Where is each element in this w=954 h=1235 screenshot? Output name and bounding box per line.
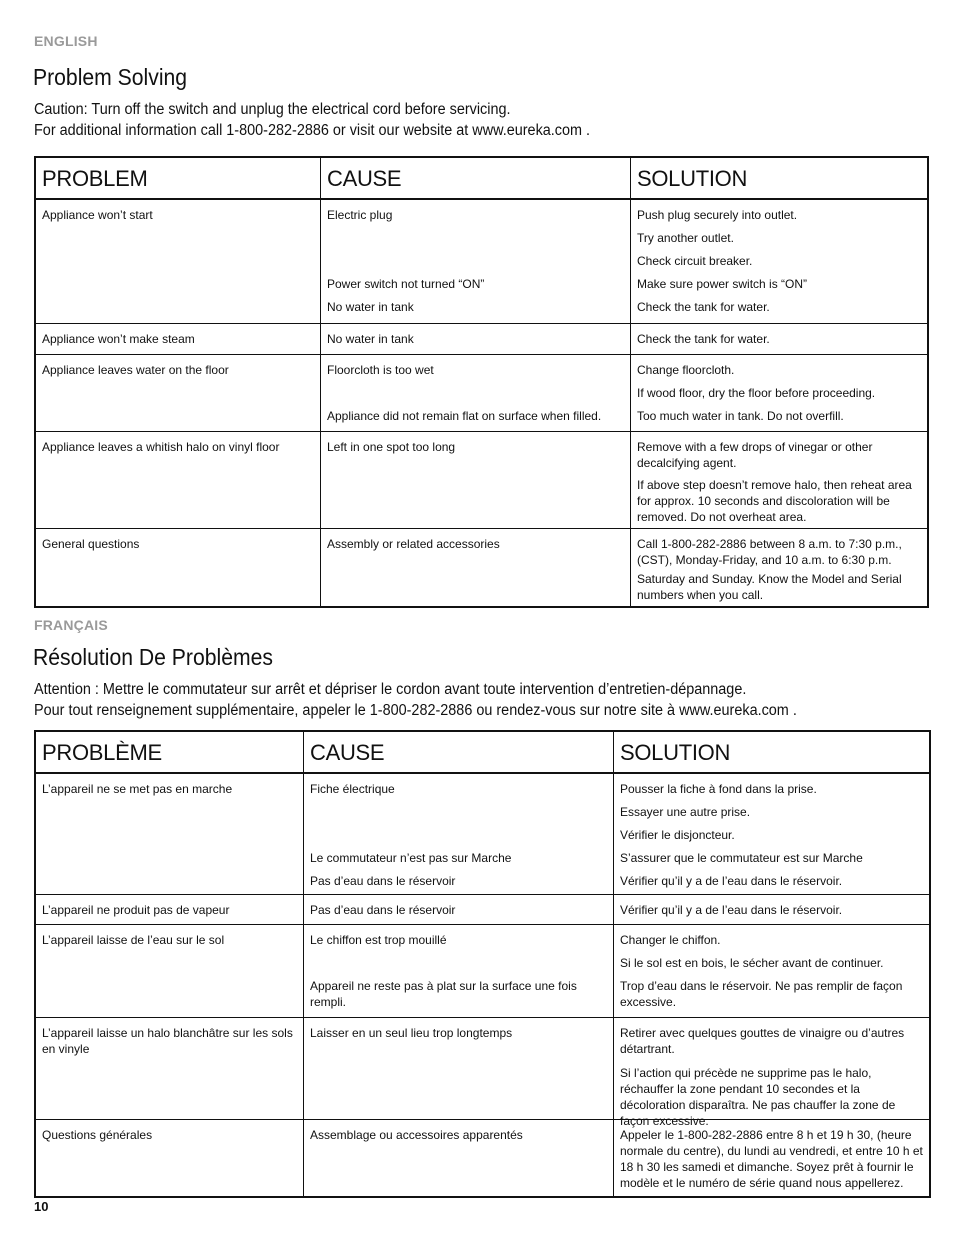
solution-text: Vérifier le disjoncteur. — [620, 828, 735, 842]
solution-cell — [630, 432, 927, 528]
page-title-french: Résolution De Problèmes — [33, 644, 273, 670]
table-row — [36, 924, 929, 1017]
solution-text: Make sure power switch is “ON” — [637, 277, 808, 291]
solution-text: S’assurer que le commutateur est sur Marche — [620, 851, 863, 865]
cause-text: Pas d’eau dans le réservoir — [310, 903, 456, 917]
cause-cell — [303, 774, 613, 894]
caution-text-french: Attention : Mettre le commutateur sur arrêt et dépriser le cordon avant toute intervention d’entretien-dépannage. — [34, 681, 747, 698]
table-row — [36, 200, 927, 323]
info-text: For additional information call 1-800-282-2886 or visit our website at www.eureka.com . — [34, 122, 591, 139]
header-solution: SOLUTION — [630, 158, 927, 198]
solution-cell — [613, 895, 929, 924]
solution-text: Try another outlet. — [637, 231, 734, 245]
cause-text: Le chiffon est trop mouillé — [310, 933, 447, 947]
cause-text: Laisser en un seul lieu trop longtemps — [310, 1026, 513, 1040]
cause-text: Assembly or related accessories — [327, 537, 500, 551]
solution-text: Si le sol est en bois, le sécher avant de continuer. — [620, 956, 884, 970]
solution-text: Check the tank for water. — [637, 332, 770, 346]
solution-text: Check the tank for water. — [637, 300, 770, 314]
solution-text: If above step doesn’t remove halo, then reheat area for approx. 10 seconds and discoloration will be removed. Do not overheat area. — [637, 478, 912, 524]
solution-text: Trop d’eau dans le réservoir. Ne pas remplir de façon excessive. — [620, 979, 903, 1009]
solution-cell — [630, 529, 927, 606]
cause-cell — [303, 1120, 613, 1196]
problem-cell — [36, 529, 320, 606]
solution-text: Change floorcloth. — [637, 363, 735, 377]
solution-text: Check circuit breaker. — [637, 254, 753, 268]
problem-cell — [36, 432, 320, 528]
header-problem: PROBLEM — [42, 166, 148, 191]
solution-text: Remove with a few drops of vinegar or other decalcifying agent. — [637, 440, 873, 470]
table-row — [36, 354, 927, 431]
cause-text: No water in tank — [327, 300, 414, 314]
table-row — [36, 528, 927, 606]
cause-cell — [320, 355, 630, 431]
problem-text: Appliance won’t start — [42, 208, 153, 222]
cause-text: Electric plug — [327, 208, 393, 222]
cause-text: Le commutateur n’est pas sur Marche — [310, 851, 512, 865]
solution-cell — [613, 925, 929, 1017]
cause-cell — [303, 1018, 613, 1119]
solution-cell — [630, 324, 927, 354]
solution-cell — [613, 774, 929, 894]
solution-text: Retirer avec quelques gouttes de vinaigre ou d’autres détartrant. — [620, 1026, 905, 1056]
cause-text: Floorcloth is too wet — [327, 363, 434, 377]
cause-text: Appareil ne reste pas à plat sur la surface une fois rempli. — [310, 979, 577, 1009]
problem-text: L’appareil laisse de l’eau sur le sol — [42, 933, 225, 947]
problem-cell — [36, 774, 303, 894]
solution-text: If wood floor, dry the floor before proceeding. — [637, 386, 876, 400]
cause-text: Fiche électrique — [310, 782, 395, 796]
solution-cell — [613, 1120, 929, 1196]
cause-text: Left in one spot too long — [327, 440, 456, 454]
problem-text: Questions générales — [42, 1128, 153, 1142]
solution-text: Saturday and Sunday. Know the Model and Serial numbers when you call. — [637, 572, 902, 602]
solution-text: Pousser la fiche à fond dans la prise. — [620, 782, 817, 796]
header-solution: SOLUTION — [613, 732, 929, 772]
table-row — [36, 431, 927, 528]
table-row — [36, 894, 929, 924]
problem-table-english — [34, 156, 929, 608]
caution-text: Caution: Turn off the switch and unplug the electrical cord before servicing. — [34, 101, 511, 118]
problem-text: Appliance won’t make steam — [42, 332, 195, 346]
cause-text: Power switch not turned “ON” — [327, 277, 485, 291]
table-header-row — [36, 158, 927, 200]
solution-text: Appeler le 1-800-282-2886 entre 8 h et 19 h 30, (heure normale du centre), du lundi au vendredi, et entre 10 h et 18 h 30 les samedi et dimanche. Soyez prêt à fournir le modèle et le numéro de série quand nous appellerez. — [620, 1128, 923, 1190]
header-cause: CAUSE — [320, 158, 630, 198]
problem-text: L’appareil ne produit pas de vapeur — [42, 903, 230, 917]
cause-cell — [320, 432, 630, 528]
problem-cell — [36, 895, 303, 924]
cause-cell — [303, 925, 613, 1017]
table-header-row — [36, 732, 929, 774]
page-number: 10 — [34, 1199, 49, 1214]
solution-text: Vérifier qu’il y a de l’eau dans le réservoir. — [620, 874, 843, 888]
cause-cell — [320, 529, 630, 606]
problem-cell — [36, 925, 303, 1017]
info-text-french: Pour tout renseignement supplémentaire, appeler le 1-800-282-2886 ou rendez-vous sur notre site à www.eureka.com . — [34, 702, 797, 719]
problem-text: L’appareil laisse un halo blanchâtre sur les sols en vinyle — [42, 1026, 293, 1056]
cause-text: Appliance did not remain flat on surface when filled. — [327, 409, 602, 423]
solution-text: Vérifier qu’il y a de l’eau dans le réservoir. — [620, 903, 843, 917]
cause-text: No water in tank — [327, 332, 414, 346]
header-problem: PROBLÈME — [42, 740, 162, 765]
table-row — [36, 1119, 929, 1196]
table-row — [36, 323, 927, 354]
solution-text: Call 1-800-282-2886 between 8 a.m. to 7:30 p.m., (CST), Monday-Friday, and 10 a.m. to 6:30 p.m. — [637, 537, 902, 567]
solution-cell — [613, 1018, 929, 1128]
solution-cell — [630, 200, 927, 323]
page-title: Problem Solving — [33, 64, 188, 90]
solution-cell — [630, 355, 927, 431]
header-cause: CAUSE — [303, 732, 613, 772]
cause-cell — [320, 324, 630, 354]
problem-text: L’appareil ne se met pas en marche — [42, 782, 233, 796]
problem-table-french — [34, 730, 931, 1198]
problem-cell — [36, 200, 320, 323]
solution-text: Changer le chiffon. — [620, 933, 721, 947]
cause-cell — [320, 200, 630, 323]
solution-text: Push plug securely into outlet. — [637, 208, 798, 222]
solution-text: Si l’action qui précède ne supprime pas le halo, réchauffer la zone pendant 10 secondes et la décoloration disparaîtra. Ne pas chauffer la zone de façon excessive. — [620, 1066, 896, 1128]
problem-cell — [36, 324, 320, 354]
solution-text: Essayer une autre prise. — [620, 805, 751, 819]
problem-text: Appliance leaves water on the floor — [42, 363, 229, 377]
language-label-french: FRANÇAIS — [34, 617, 108, 633]
table-row — [36, 774, 929, 894]
problem-text: Appliance leaves a whitish halo on vinyl floor — [42, 440, 280, 454]
cause-text: Pas d’eau dans le réservoir — [310, 874, 456, 888]
problem-cell — [36, 355, 320, 431]
problem-cell — [36, 1120, 303, 1196]
table-row — [36, 1017, 929, 1128]
language-label-english: ENGLISH — [34, 33, 98, 49]
cause-cell — [303, 895, 613, 924]
problem-text: General questions — [42, 537, 140, 551]
problem-cell — [36, 1018, 303, 1119]
solution-text: Too much water in tank. Do not overfill. — [637, 409, 844, 423]
cause-text: Assemblage ou accessoires apparentés — [310, 1128, 523, 1142]
